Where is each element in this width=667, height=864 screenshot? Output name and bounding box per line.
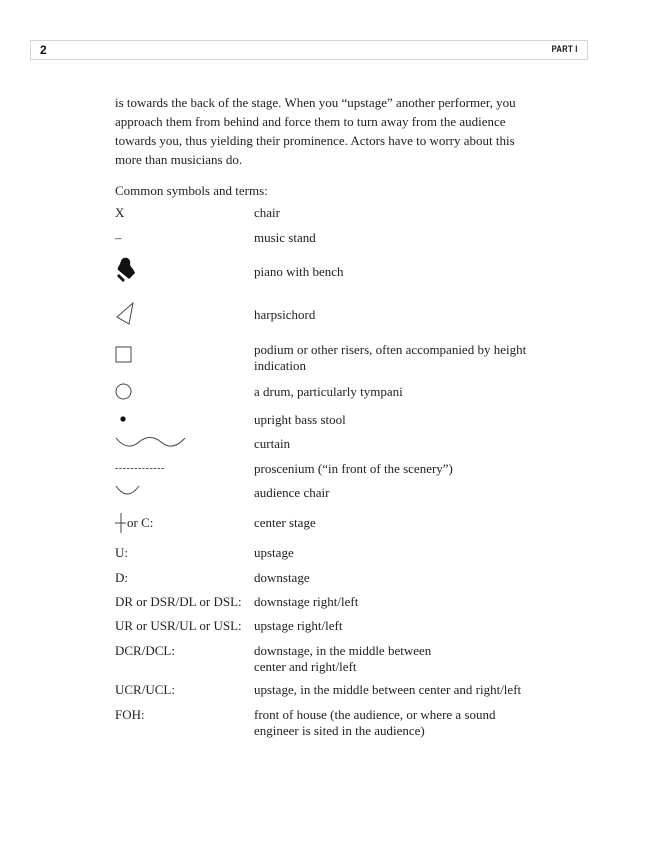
term: front of house (the audience, or where a sound engineer is sited in the audience) (254, 707, 496, 738)
symbol: – (115, 230, 122, 245)
term: a drum, particularly tympani (254, 384, 403, 399)
symbol: U: (115, 545, 128, 560)
cross-icon (115, 512, 127, 534)
term: downstage (254, 570, 310, 585)
wave-icon (115, 434, 187, 450)
symbol: FOH: (115, 707, 145, 722)
symbol: or C: (127, 515, 154, 530)
term: downstage right/left (254, 594, 359, 609)
term: proscenium (“in front of the scenery”) (254, 461, 453, 476)
term: chair (254, 205, 280, 220)
body-paragraph: is towards the back of the stage. When you “upstage” another performer, you approach them from behind and force them to turn away from the audience towards you, thus yielding their prominence. Actors have to worry about this more than musicians do. (115, 95, 516, 167)
running-header (30, 40, 588, 60)
term: upstage right/left (254, 618, 343, 633)
triangle-icon (115, 301, 137, 327)
term: upstage (254, 545, 294, 560)
dot-icon (120, 416, 128, 424)
term: upstage, in the middle between center and right/left (254, 682, 522, 697)
dashed-line-symbol: ------------- (115, 463, 165, 474)
term: podium or other risers, often accompanied by height indication (254, 342, 527, 373)
symbol: D: (115, 570, 128, 585)
symbol: UCR/UCL: (115, 682, 175, 697)
section-label: PART I (551, 44, 578, 54)
term: music stand (254, 230, 316, 245)
term: upright bass stool (254, 412, 346, 427)
piano-icon (115, 256, 137, 286)
symbol: X (115, 205, 125, 220)
term: downstage, in the middle between center and right/left (254, 643, 432, 674)
page-number: 2 (40, 43, 47, 57)
symbol: DR or DSR/DL or DSL: (115, 594, 242, 609)
term: harpsichord (254, 307, 316, 322)
list-intro: Common symbols and terms: (115, 183, 268, 198)
circle-icon (115, 383, 133, 401)
term: piano with bench (254, 264, 344, 279)
term: center stage (254, 515, 316, 530)
term: curtain (254, 436, 291, 451)
term: audience chair (254, 485, 330, 500)
symbol: DCR/DCL: (115, 643, 175, 658)
square-icon (115, 346, 133, 364)
arc-icon (115, 484, 141, 498)
symbol: UR or USR/UL or USL: (115, 618, 242, 633)
